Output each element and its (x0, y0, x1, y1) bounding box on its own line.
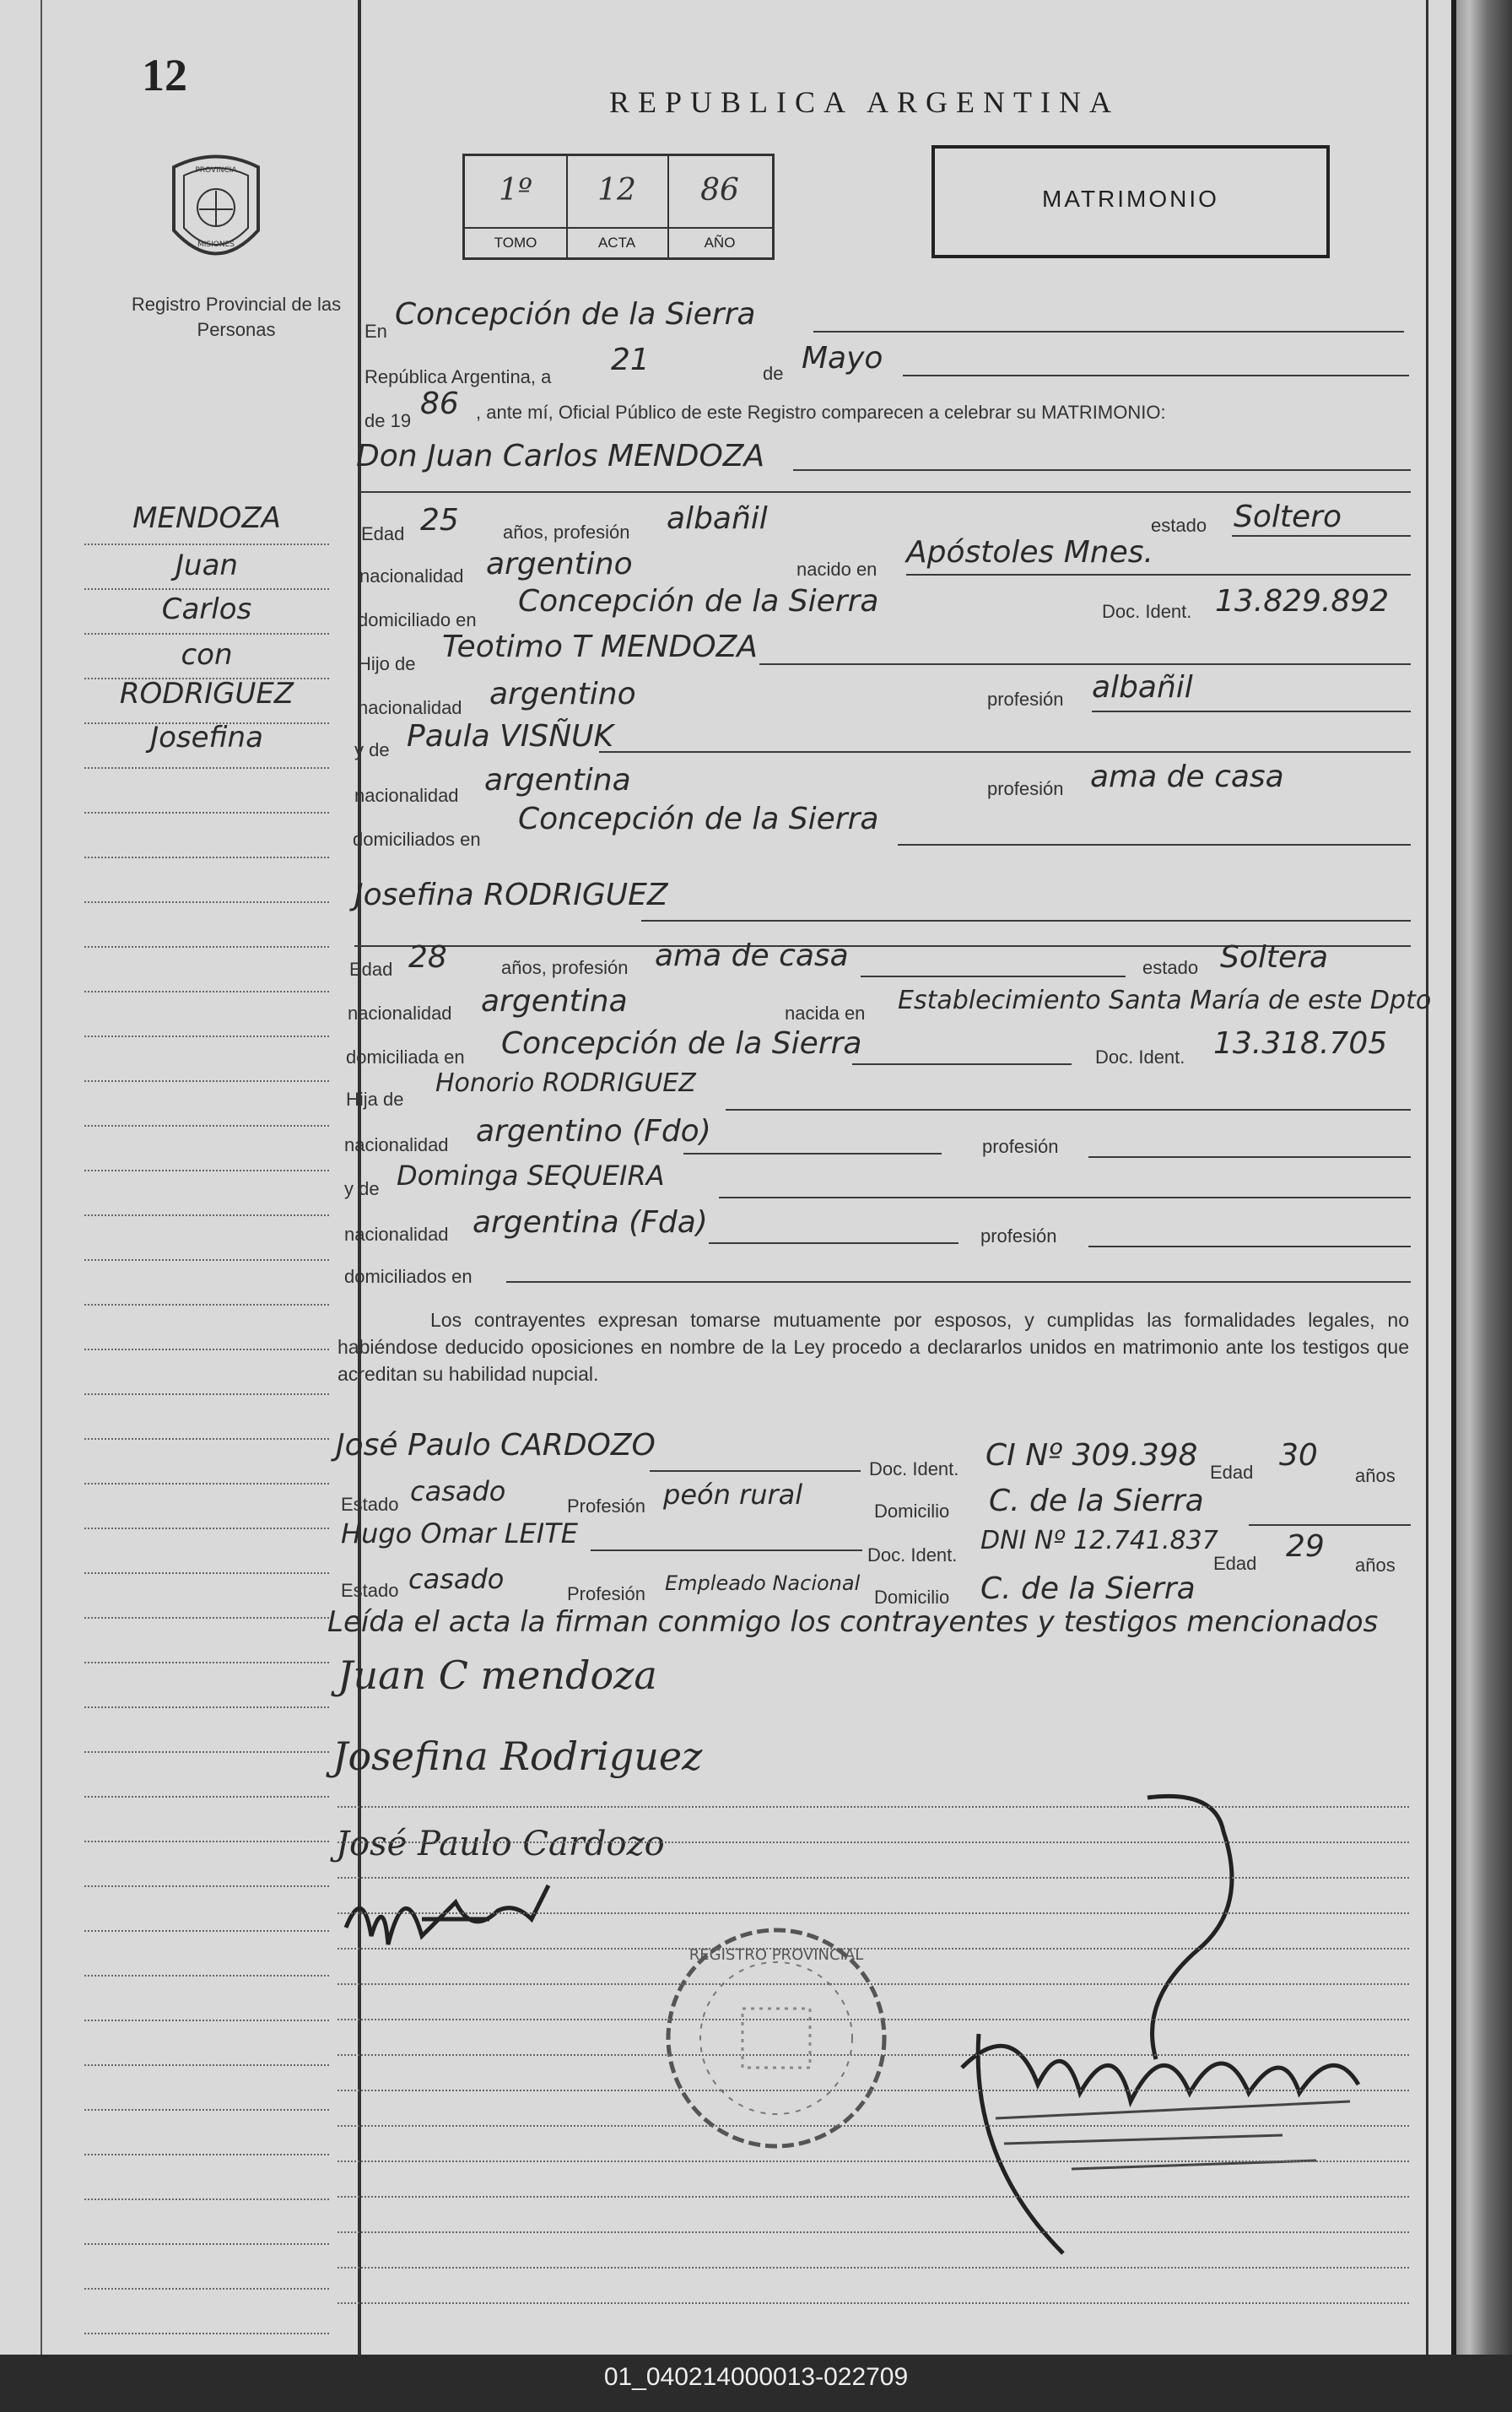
rule (903, 375, 1409, 376)
bride-father: Honorio RODRIGUEZ (435, 1068, 696, 1098)
groom-father: Teotimo T MENDOZA (442, 630, 758, 664)
witness1-age: 30 (1279, 1438, 1318, 1473)
margin-ruled-line (84, 2154, 329, 2155)
intro-month: Mayo (802, 341, 883, 376)
body-ruled-line (338, 1948, 1409, 1950)
body-ruled-line (338, 1806, 1409, 1808)
rule (1092, 711, 1411, 712)
de-label: de (763, 363, 784, 384)
groom-father-nationality: argentino (489, 677, 636, 711)
groom-father-nacionalidad-label: nacionalidad (358, 697, 462, 718)
closing-text: Leída el acta la firman conmigo los contrayentes y testigos mencionados (327, 1605, 1379, 1639)
witness2-anos-label: años (1355, 1555, 1396, 1576)
witness1-edad-label: Edad (1210, 1462, 1254, 1483)
witness1-anos-label: años (1355, 1465, 1396, 1486)
rule (898, 844, 1411, 846)
registry-name: Registro Provincial de las Personas (131, 294, 342, 340)
margin-ruled-line (84, 544, 329, 545)
margin-ruled-line (84, 1393, 329, 1395)
republica-label: República Argentina, a (364, 366, 552, 387)
margin-ruled-line (84, 857, 329, 858)
bride-hija-label: Hija de (346, 1089, 404, 1110)
witness2-age: 29 (1286, 1529, 1325, 1564)
margin-ruled-line (84, 2109, 329, 2111)
margin-ruled-line (84, 2020, 329, 2021)
intro-place: Concepción de la Sierra (395, 297, 756, 332)
bride-age: 28 (408, 940, 447, 975)
witness1-profesion-label: Profesión (567, 1495, 645, 1517)
book-edge-strip (1451, 0, 1456, 2355)
margin-line-right (1426, 0, 1428, 2355)
groom-nacionalidad-label: nacionalidad (359, 565, 464, 587)
groom-profession: albañil (667, 501, 768, 536)
margin-ruled-line (84, 1796, 329, 1798)
margin-line-left (40, 0, 42, 2355)
groom-father-profesion-label: profesión (987, 689, 1064, 710)
margin-ruled-line (84, 1125, 329, 1127)
margin-ruled-line (84, 767, 329, 769)
groom-estado-label: estado (1151, 515, 1207, 536)
ano-cell (667, 156, 772, 257)
intro-year: 86 (420, 387, 459, 421)
groom-domicile: Concepción de la Sierra (518, 584, 879, 619)
bride-domicile: Concepción de la Sierra (501, 1026, 862, 1061)
margin-groom-first: Juan (176, 549, 238, 582)
margin-ruled-line (84, 812, 329, 814)
rule (1232, 535, 1411, 537)
margin-ruled-line (84, 2288, 329, 2290)
margin-ruled-line (84, 2198, 329, 2200)
body-ruled-line (338, 1983, 1409, 1985)
country-title: REPUBLICA ARGENTINA (609, 85, 1120, 119)
witness1-domicilio-label: Domicilio (874, 1501, 950, 1522)
witness2-doc: DNI Nº 12.741.837 (980, 1526, 1218, 1555)
book-edge (1451, 0, 1512, 2355)
rule (813, 331, 1404, 333)
witness2-profesion-label: Profesión (567, 1583, 645, 1604)
witness1-name: José Paulo CARDOZO (336, 1428, 656, 1463)
rule (650, 1470, 861, 1472)
witness2-name: Hugo Omar LEITE (341, 1517, 578, 1549)
image-caption: 01_040214000013-022709 (603, 2363, 909, 2391)
bride-nationality: argentina (481, 984, 628, 1019)
groom-civil-state: Soltero (1234, 500, 1342, 534)
margin-con: con (181, 638, 233, 672)
bride-doc: 13.318.705 (1213, 1026, 1388, 1061)
rule (861, 976, 1126, 977)
rule (852, 1063, 1072, 1065)
margin-ruled-line (84, 1975, 329, 1977)
margin-ruled-line (84, 1706, 329, 1708)
rule (906, 574, 1411, 576)
witness1-profession: peón rural (663, 1479, 803, 1511)
bride-civil-state: Soltera (1220, 940, 1329, 975)
witness2-civil-state: casado (408, 1563, 505, 1595)
groom-mother: Paula VISÑUK (407, 719, 614, 754)
bride-signature: Josefina Rodriguez (332, 1733, 703, 1779)
margin-ruled-line (84, 1349, 329, 1350)
bride-father-nacionalidad-label: nacionalidad (344, 1134, 449, 1155)
witness2-doc-label: Doc. Ident. (867, 1544, 958, 1566)
body-ruled-line (338, 2161, 1409, 2162)
groom-mother-profession: ama de casa (1090, 760, 1284, 794)
margin-groom-second: Carlos (161, 592, 252, 626)
province-seal (165, 150, 267, 277)
margin-ruled-line (84, 1662, 329, 1663)
official-signature (945, 1781, 1418, 2287)
margin-ruled-line (84, 1617, 329, 1619)
witness1-estado-label: Estado (341, 1494, 399, 1515)
rule (726, 1109, 1411, 1111)
bride-domiciliados-label: domiciliados en (344, 1266, 472, 1287)
seal-top-text: PROVINCIA (195, 166, 237, 175)
witness2-edad-label: Edad (1213, 1553, 1257, 1574)
rule (759, 663, 1411, 665)
groom-nationality: argentino (486, 547, 633, 581)
act-type-box (932, 145, 1330, 258)
margin-ruled-line (84, 588, 329, 590)
groom-nacido-label: nacido en (796, 559, 878, 580)
groom-edad-label: Edad (361, 523, 405, 544)
margin-ruled-line (84, 1304, 329, 1306)
ano-value: 86 (700, 173, 739, 208)
groom-domiciliados-label: domiciliados en (353, 829, 481, 850)
bride-name: Josefina RODRIGUEZ (354, 878, 668, 912)
margin-ruled-line (84, 2333, 329, 2334)
bride-edad-label: Edad (349, 959, 393, 980)
bride-yde-label: y de (344, 1178, 380, 1199)
witness1-domicile: C. de la Sierra (989, 1484, 1204, 1518)
en-label: En (364, 321, 387, 342)
body-ruled-line (338, 1877, 1409, 1879)
bride-birthplace: Establecimiento Santa María de este Dpto (898, 986, 1432, 1015)
groom-domiciliado-label: domiciliado en (358, 609, 477, 630)
rule (1088, 1246, 1411, 1247)
margin-ruled-line (84, 633, 329, 635)
margin-ruled-line (84, 1528, 329, 1529)
groom-name: Don Juan Carlos MENDOZA (356, 439, 765, 473)
rule (719, 1197, 1411, 1198)
margin-ruled-line (84, 1214, 329, 1216)
year-prefix: de 19 (364, 410, 412, 431)
ano-label: AÑO (667, 227, 772, 257)
bride-domiciliada-label: domiciliada en (346, 1046, 465, 1068)
tomo-value: 1º (499, 173, 532, 208)
groom-signature: Juan C mendoza (338, 1652, 657, 1698)
margin-ruled-line (84, 1036, 329, 1037)
tomo-label: TOMO (465, 227, 566, 257)
rule (359, 491, 1411, 493)
rule (599, 751, 1411, 753)
act-type-label: MATRIMONIO (1042, 186, 1219, 212)
witness2-profession: Empleado Nacional (665, 1571, 861, 1595)
margin-ruled-line (84, 1170, 329, 1171)
body-ruled-line (338, 2302, 1409, 2304)
witness1-doc: CI Nº 309.398 (986, 1438, 1198, 1473)
bride-mother-nacionalidad-label: nacionalidad (344, 1224, 449, 1245)
declaration-text: Los contrayentes expresan tomarse mutuamente por esposos, y cumplidas las formalidades legales, no habiéndose deducido oposiciones en nombre de la Ley procedo a declararlos unidos en matrimonio ante los testigos que acreditan su habilidad nupcial. (338, 1309, 1409, 1385)
bride-doc-label: Doc. Ident. (1095, 1046, 1185, 1068)
rule (1088, 1156, 1411, 1158)
margin-ruled-line (84, 1438, 329, 1440)
bride-nacionalidad-label: nacionalidad (348, 1003, 452, 1024)
rule (641, 920, 1411, 922)
body-ruled-line (338, 1841, 1409, 1843)
margin-ruled-line (84, 722, 329, 724)
witness1-signature: José Paulo Cardozo (336, 1825, 665, 1863)
margin-ruled-line (84, 1930, 329, 1932)
rule (506, 1281, 1411, 1283)
act-number-box (462, 154, 775, 260)
margin-ruled-line (84, 1572, 329, 1574)
bride-mother-profesion-label: profesión (980, 1225, 1057, 1247)
margin-ruled-line (84, 946, 329, 948)
groom-mother-nacionalidad-label: nacionalidad (354, 785, 459, 806)
acta-value: 12 (597, 173, 636, 208)
groom-yde-label: y de (354, 739, 390, 760)
margin-ruled-line (84, 1259, 329, 1261)
witness1-doc-label: Doc. Ident. (869, 1458, 959, 1479)
margin-ruled-line (84, 991, 329, 992)
body-ruled-line (338, 2125, 1409, 2127)
groom-doc-label: Doc. Ident. (1102, 601, 1192, 622)
bride-estado-label: estado (1142, 957, 1199, 978)
rule (709, 1242, 958, 1244)
groom-parents-domicile: Concepción de la Sierra (518, 802, 879, 836)
bride-father-profesion-label: profesión (982, 1136, 1059, 1157)
witness2-estado-label: Estado (341, 1580, 399, 1601)
margin-ruled-line (84, 2243, 329, 2245)
groom-birthplace: Apóstoles Mnes. (906, 535, 1153, 570)
bride-mother-nationality: argentina (Fda) (472, 1205, 708, 1240)
bride-father-nationality: argentino (Fdo) (476, 1114, 711, 1149)
body-ruled-line (338, 2231, 1409, 2233)
body-ruled-line (338, 2196, 1409, 2198)
body-ruled-line (338, 2090, 1409, 2091)
margin-ruled-line (84, 1751, 329, 1753)
acta-label: ACTA (566, 227, 667, 257)
intro-day: 21 (611, 343, 650, 377)
bride-mother: Dominga SEQUEIRA (397, 1160, 665, 1192)
intro-statement: , ante mí, Oficial Público de este Registro comparecen a celebrar su MATRIMONIO: (476, 402, 1166, 423)
margin-groom-surname: MENDOZA (132, 501, 281, 535)
margin-ruled-line (84, 1885, 329, 1887)
margin-bride-surname: RODRIGUEZ (119, 677, 294, 711)
page-number: 12 (142, 50, 187, 100)
margin-ruled-line (84, 1080, 329, 1082)
body-ruled-line (338, 2019, 1409, 2020)
witness2-domicile: C. de la Sierra (980, 1571, 1196, 1606)
stamp-text: REGISTRO PROVINCIAL (688, 1946, 864, 1964)
bride-anos-profesion-label: años, profesión (501, 957, 629, 978)
groom-doc: 13.829.892 (1215, 584, 1390, 619)
groom-mother-profesion-label: profesión (987, 778, 1064, 799)
rule (683, 1153, 942, 1155)
margin-ruled-line (84, 901, 329, 903)
body-ruled-line (338, 2054, 1409, 2056)
witness2-domicilio-label: Domicilio (874, 1587, 950, 1608)
tomo-cell (465, 156, 568, 257)
groom-anos-profesion-label: años, profesión (503, 522, 630, 543)
margin-ruled-line (84, 678, 329, 679)
seal-bottom-text: MISIONES (197, 241, 235, 249)
bride-profession: ama de casa (655, 938, 849, 973)
groom-father-profession: albañil (1092, 670, 1193, 705)
body-ruled-line (338, 2267, 1409, 2269)
groom-mother-nationality: argentina (484, 763, 631, 798)
acta-cell (566, 156, 669, 257)
bride-nacida-label: nacida en (785, 1003, 866, 1024)
witness1-civil-state: casado (410, 1475, 506, 1507)
margin-ruled-line (84, 1841, 329, 1842)
margin-ruled-line (84, 1483, 329, 1485)
margin-ruled-line (84, 2064, 329, 2066)
rule (793, 469, 1411, 471)
groom-hijo-label: Hijo de (358, 653, 416, 674)
official-stamp (658, 1907, 894, 2169)
body-ruled-line (338, 1912, 1409, 1914)
groom-age: 25 (420, 503, 459, 538)
margin-bride-first: Josefina (150, 721, 263, 754)
margin-line-main (358, 0, 361, 2355)
rule (591, 1549, 862, 1551)
rule (1249, 1524, 1411, 1526)
